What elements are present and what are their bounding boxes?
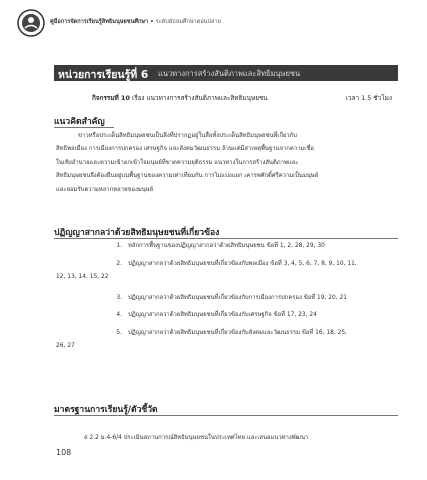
declaration-item-number: 3. (116, 295, 122, 301)
declaration-item (56, 258, 398, 285)
declaration-item-continuation: 12, 13, 14, 15, 22 (56, 274, 109, 281)
declaration-heading: ปฏิญญาสากลว่าด้วยสิทธิมนุษยชนที่เกี่ยวข้อง (54, 228, 220, 238)
concept-heading: แนวคิดสำคัญ (54, 117, 105, 127)
declaration-item (56, 292, 398, 305)
declaration-item-continuation: 26, 27 (56, 343, 75, 350)
activity-text: เรื่อง แนวทางการสร้างสันติภาพและสิทธิมนุษยชน (131, 94, 268, 102)
concept-heading-rule (54, 127, 114, 128)
unit-label-text: หน่วยการเรียนรู้ที่ (58, 69, 138, 81)
declaration-item-text: ปฏิญญาสากลว่าด้วยสิทธิมนุษยชนที่เกี่ยวข้องกับพลเมือง ข้อที่ 3, 4, 5, 6, 7, 8, 9, 10, 11, (128, 261, 357, 267)
activity-time: เวลา 1.5 ชั่วโมง (345, 94, 392, 102)
activity-label: กิจกรรมที่ 10 (92, 94, 130, 102)
declaration-item-text: หลักการพื้นฐานของปฏิญญาสากลว่าด้วยสิทธิมนุษยชน ข้อที่ 1, 2, 28, 29, 30 (128, 243, 325, 249)
concept-paragraph (56, 130, 400, 197)
standard-heading: มาตรฐานการเรียนรู้/ตัวชี้วัด (54, 405, 158, 415)
declaration-item-text: ปฏิญญาสากลว่าด้วยสิทธิมนุษยชนที่เกี่ยวข้องกับเศรษฐกิจ ข้อที่ 17, 23, 24 (128, 312, 317, 318)
declaration-item (56, 309, 398, 322)
declaration-item (56, 240, 398, 253)
standard-indicator: ส 2.2 ม.4-6/4 ประเมินสถานการณ์สิทธิมนุษยชนในประเทศไทย และเสนอแนวทางพัฒนา (84, 435, 309, 441)
unit-number: 6 (140, 69, 149, 81)
unit-title: แนวทางการสร้างสันติภาพและสิทธิมนุษยชน (158, 69, 301, 78)
declaration-item (56, 327, 398, 354)
declaration-item-number: 1. (116, 243, 122, 249)
institution-logo-icon (16, 8, 46, 38)
declaration-item-number: 4. (116, 312, 122, 318)
page-header (16, 8, 416, 38)
manual-title: คู่มือการจัดการเรียนรู้สิทธิมนุษยชนศึกษา • ระดับมัธยมศึกษาตอนปลาย (50, 19, 221, 25)
activity-row (92, 93, 392, 105)
declaration-item-number: 2. (116, 261, 122, 267)
concept-line: ในเชิงอำนาจและความเข้าอกเข้าใจมนุษย์ที่ขาดความยุติธรรม แนวทางในการสร้างสันติภาพและ (56, 159, 299, 166)
manual-level: ระดับมัธยมศึกษาตอนปลาย (155, 19, 221, 25)
declaration-item-text: ปฏิญญาสากลว่าด้วยสิทธิมนุษยชนที่เกี่ยวข้องกับการเมืองการปกครอง ข้อที่ 19, 20, 21 (128, 295, 348, 301)
declaration-item-text: ปฏิญญาสากลว่าด้วยสิทธิมนุษยชนที่เกี่ยวข้องกับสังคมและวัฒนธรรม ข้อที่ 16, 18, 25, (128, 330, 348, 336)
concept-line: สิทธิพลเมือง การเมืองการปกครอง เศรษฐกิจ และสังคมวัฒนธรรม ล้วนแต่มีสาเหตุพื้นฐานจากความเชื่อ (56, 146, 314, 153)
declaration-item-number: 5. (116, 330, 122, 336)
concept-line: สิทธิมนุษยชนจึงต้องยืนอยู่บนพื้นฐานของความเท่าเทียมกัน การไม่แบ่งแยก เคารพศักดิ์ศรีความเป็นมนุษย์ (56, 173, 319, 180)
concept-line: และยอมรับความหลากหลายของมนุษย์ (56, 186, 154, 193)
unit-label (58, 66, 148, 83)
unit-banner (54, 65, 398, 81)
page-number: 108 (56, 448, 72, 457)
standard-heading-rule (54, 415, 398, 416)
concept-line: ข่าวหรือประเด็นสิทธิมนุษยชนเป็นสิ่งที่ปรากฏอยู่ในสื่อทั้งประเด็นสิทธิมนุษยชนที่เกี่ยวกับ (78, 133, 297, 139)
declaration-heading-rule (54, 238, 398, 239)
manual-title-main: คู่มือการจัดการเรียนรู้สิทธิมนุษยชนศึกษา (50, 19, 149, 25)
